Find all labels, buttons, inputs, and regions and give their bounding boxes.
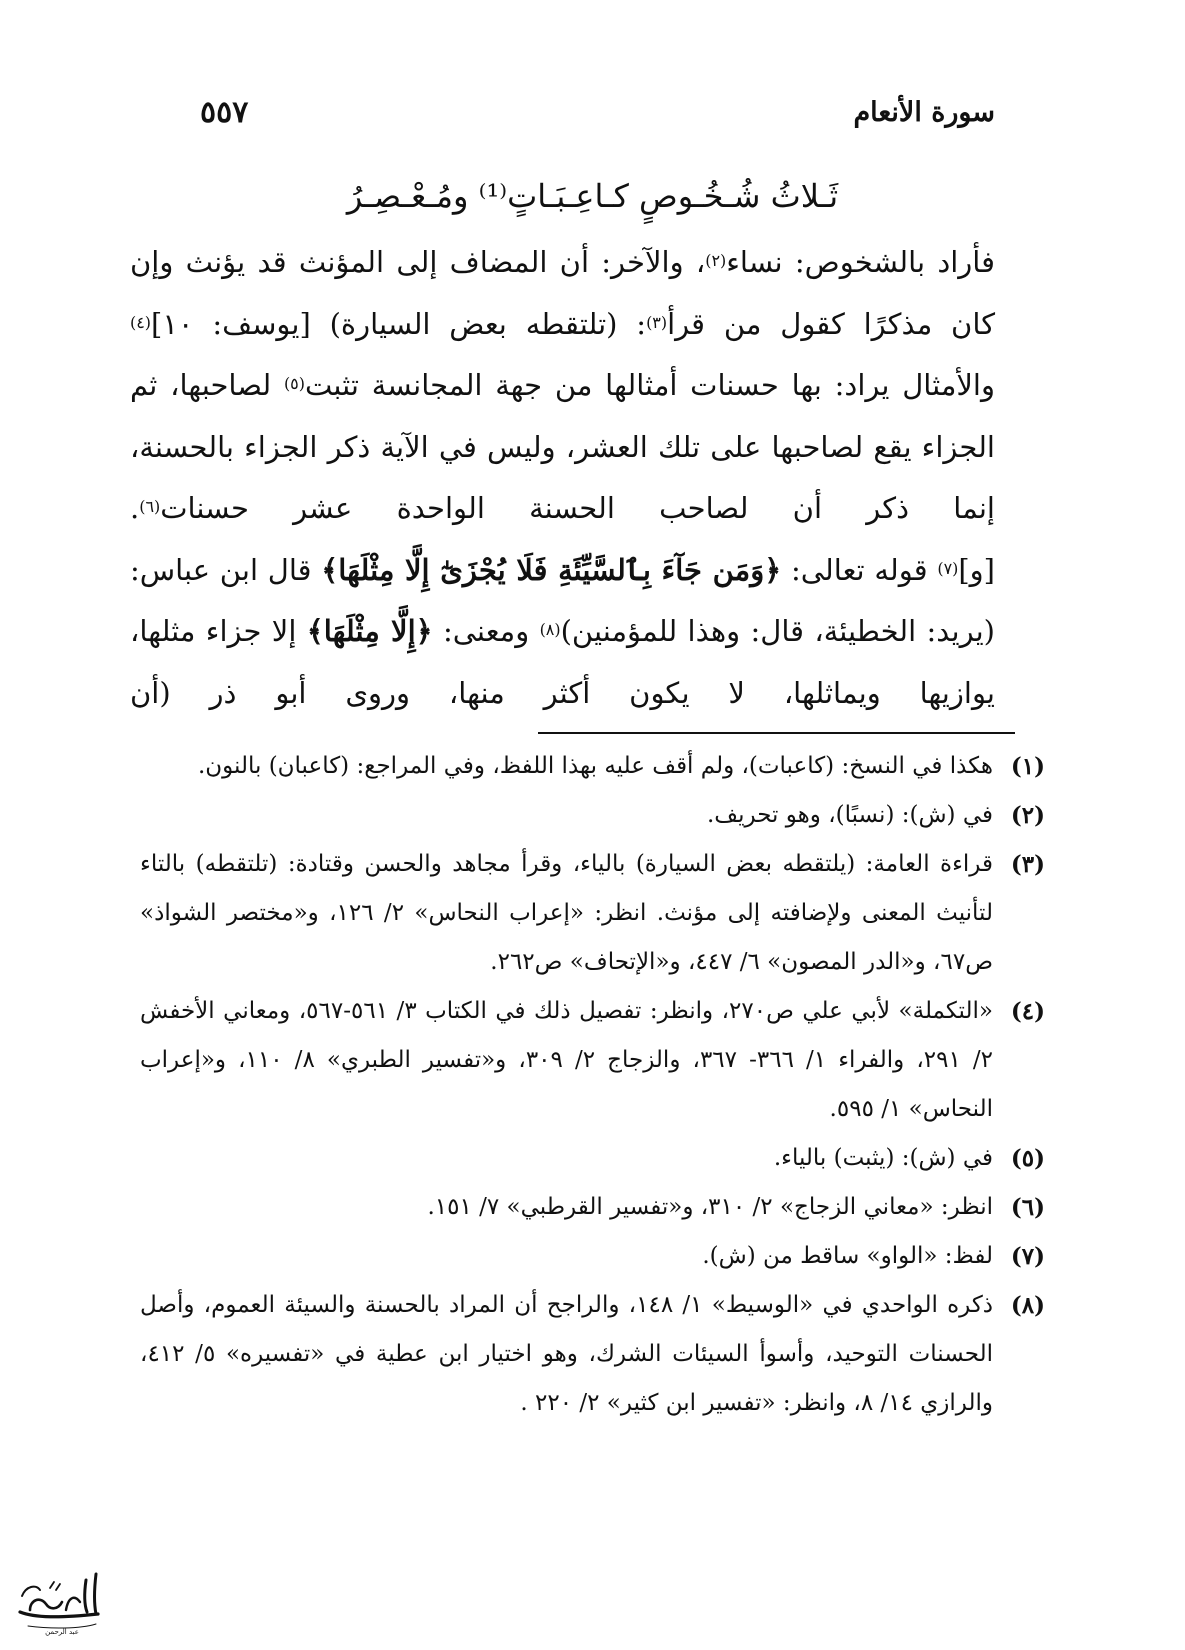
- quran-verse: ﴿وَمَن جَآءَ بِٱلسَّيِّئَةِ فَلَا يُجْزَىٰٓ إِلَّا مِثْلَهَا﴾: [321, 552, 782, 587]
- footnote-number: (٦): [1010, 1194, 1045, 1221]
- footnote-number: (٣): [1010, 851, 1045, 878]
- footnote-number: (٤): [1010, 998, 1045, 1025]
- surah-title: سورة الأنعام: [853, 96, 995, 128]
- footnote-text: لفظ: «الواو» ساقط من (ش).: [702, 1243, 993, 1269]
- footnote-text: قراءة العامة: (يلتقطه بعض السيارة) بالياء، وقرأ مجاهد والحسن وقتادة: (تلتقطه) بالتاء لتأنيث المعنى ولإضافته إلى مؤنث. انظر: «إعراب النحاس» ٢/ ١٢٦، و«مختصر الشواذ» ص٦٧، و«الدر المصون» ٦/ ٤٤٧، و«الإتحاف» ص٢٦٢.: [140, 851, 993, 975]
- publisher-logo: [10, 1566, 106, 1636]
- footnote-separator: [538, 732, 1015, 734]
- footnote-8: [140, 1281, 1045, 1428]
- quran-verse-excerpt: ﴿إِلَّا مِثْلَهَا﴾: [306, 614, 433, 648]
- footnote-ref-3[interactable]: (٣): [646, 312, 668, 332]
- logo-subtext: عبد الرحمن: [45, 1628, 79, 1636]
- running-head: [200, 88, 995, 136]
- paragraph-2: [و]$^{(٧)}$ قوله تعالى: ﴿وَمَن جَآءَ بِٱلسَّيِّئَةِ فَلَا يُجْزَىٰٓ إِلَّا مِثْلَهَا﴾ قال ابن عباس: (يريد: الخطيئة، قال: وهذا للمؤمنين)$^{(٨)}$ ومعنى: ﴿إِلَّا مِثْلَهَا﴾ إلا جزاء مثلها، يوازيها ويماثلها، لا يكون أكثر منها، وروى أبو ذر (أن: [130, 552, 995, 710]
- footnote-ref-7[interactable]: (٧): [937, 558, 959, 578]
- footnote-number: (٨): [1010, 1292, 1045, 1319]
- footnote-2: [140, 791, 1045, 840]
- footnote-text: في (ش): (نسبًا)، وهو تحريف.: [707, 802, 993, 828]
- footnote-text: ذكره الواحدي في «الوسيط» ١/ ١٤٨، والراجح أن المراد بالحسنة والسيئة العموم، وأصل الحسنات التوحيد، وأسوأ السيئات الشرك، وهو اختيار ابن عطية في «تفسيره» ٥/ ٤١٢، والرازي ١٤/ ٨، وانظر: «تفسير ابن كثير» ٢/ ٢٢٠ .: [140, 1292, 994, 1416]
- footnote-4: [140, 987, 1045, 1134]
- footnote-7: [140, 1232, 1045, 1281]
- page-number: ٥٥٧: [200, 94, 249, 130]
- footnote-ref-4[interactable]: (٤): [130, 312, 151, 332]
- footnote-text: انظر: «معاني الزجاج» ٢/ ٣١٠، و«تفسير القرطبي» ٧/ ١٥١.: [427, 1194, 993, 1220]
- footnote-ref-6[interactable]: (٦): [139, 497, 161, 516]
- footnote-5: [140, 1134, 1045, 1183]
- footnote-text: في (ش): (يثبت) بالياء.: [773, 1145, 993, 1171]
- paragraph-1: فأراد بالشخوص: نساء$^{(٢)}$، والآخر: أن المضاف إلى المؤنث قد يؤنث وإن كان مذكرًا كقول من قرأ$^{(٣)}$: (تلتقطه بعض السيارة) [يوسف: ١٠]$^{(٤)}$ والأمثال يراد: بها حسنات أمثالها من جهة المجانسة تثبت$^{(٥)}$ لصاحبها، ثم الجزاء يقع لصاحبها على تلك العشر، وليس في الآية ذكر الجزاء بالحسنة، إنما ذكر أن لصاحب الحسنة الواحدة عشر حسنات$^{(٦)}$.: [130, 245, 996, 525]
- poem-verse: ثَـلاثُ شُـخُـوصٍ كـاعِـبَـاتٍ⁽¹⁾ ومُـعْـصِـرُ: [346, 177, 839, 215]
- footnote-number: (٧): [1010, 1243, 1045, 1270]
- footnote-6: [140, 1183, 1045, 1232]
- footnote-ref-5[interactable]: (٥): [283, 374, 305, 393]
- footnote-ref-8[interactable]: (٨): [539, 620, 561, 639]
- footnote-number: (٢): [1010, 802, 1045, 829]
- footnote-number: (١): [1010, 753, 1045, 780]
- footnote-3: [140, 840, 1045, 987]
- footnote-text: «التكملة» لأبي علي ص٢٧٠، وانظر: تفصيل ذلك في الكتاب ٣/ ٥٦١-٥٦٧، ومعاني الأخفش ٢/ ٢٩١، والفراء ١/ ٣٦٦- ٣٦٧، والزجاج ٢/ ٣٠٩، و«تفسير الطبري» ٨/ ١١٠، و«إعراب النحاس» ١/ ٥٩٥.: [140, 998, 994, 1122]
- footnotes: [140, 742, 1045, 1428]
- footnote-1: [140, 742, 1045, 791]
- footnote-number: (٥): [1010, 1145, 1045, 1172]
- main-body: [130, 232, 1055, 724]
- footnote-ref-2[interactable]: (٢): [705, 251, 727, 270]
- footnote-text: هكذا في النسخ: (كاعبات)، ولم أقف عليه بهذا اللفظ، وفي المراجع: (كاعبان) بالنون.: [197, 753, 993, 779]
